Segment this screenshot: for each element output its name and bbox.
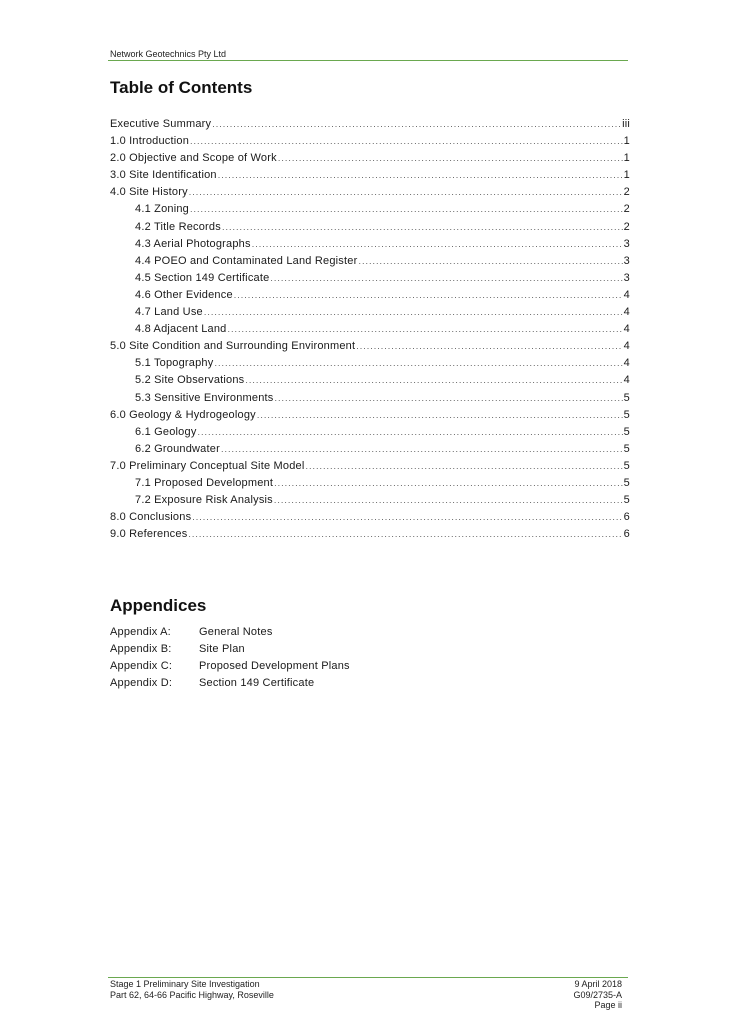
toc-entry-page: 4 [623, 357, 630, 370]
toc-leader-dots [214, 358, 622, 368]
toc-entry-label: 6.1 Geology [135, 425, 197, 438]
toc-entry-page: 1 [623, 135, 630, 148]
toc-leader-dots [306, 461, 623, 471]
toc-subentry [110, 392, 630, 409]
toc-leader-dots [218, 170, 623, 180]
toc-entry-label: 4.6 Other Evidence [135, 288, 233, 301]
toc-leader-dots [190, 136, 623, 146]
appendix-item [110, 677, 350, 694]
toc-entry-page: 2 [623, 203, 630, 216]
toc-entry [110, 152, 630, 169]
toc-entry-label: 8.0 Conclusions [110, 511, 192, 524]
toc-subentry [110, 426, 630, 443]
toc-entry-label: 7.2 Exposure Risk Analysis [135, 494, 273, 507]
toc-entry-label: 5.3 Sensitive Environments [135, 391, 274, 404]
toc-entry-page: 5 [623, 476, 630, 489]
toc-leader-dots [189, 187, 623, 197]
toc-entry-label: 5.2 Site Observations [135, 374, 245, 387]
footer-rule [108, 977, 628, 978]
header-rule [108, 60, 628, 61]
toc-entry-label: Executive Summary [110, 118, 212, 130]
toc-entry [110, 135, 630, 152]
appendices-title: Appendices [110, 596, 207, 615]
toc-leader-dots [190, 204, 623, 214]
toc-entry-label: 6.0 Geology & Hydrogeology [110, 408, 256, 421]
toc-leader-dots [198, 427, 623, 437]
appendix-item [110, 660, 350, 677]
toc-title: Table of Contents [110, 78, 253, 97]
toc-entry-label: 4.1 Zoning [135, 203, 189, 216]
toc-subentry [110, 306, 630, 323]
toc-entry-page: 5 [623, 391, 630, 404]
appendix-label: Appendix D: [110, 677, 173, 690]
toc-leader-dots [252, 239, 623, 249]
footer-left [110, 979, 274, 1000]
toc-subentry [110, 221, 630, 238]
toc-entry-label: 4.0 Site History [110, 186, 188, 199]
toc-leader-dots [222, 222, 623, 232]
footer-report-title: Stage 1 Preliminary Site Investigation [110, 979, 260, 989]
appendix-label: Appendix A: [110, 626, 171, 638]
toc-entry-page: 1 [623, 152, 630, 165]
toc-entry-label: 4.2 Title Records [135, 220, 221, 233]
toc-entry-page: 4 [623, 306, 630, 319]
toc-entry-page: 5 [623, 459, 630, 472]
toc-entry-page: 2 [623, 186, 630, 199]
toc-entry [110, 511, 630, 528]
toc-entry [110, 340, 630, 357]
toc-entry-page: 5 [623, 408, 630, 421]
toc-leader-dots [274, 478, 623, 488]
toc-entry-label: 4.8 Adjacent Land [135, 323, 227, 336]
appendix-name: Site Plan [199, 643, 245, 656]
toc-entry [110, 169, 630, 186]
toc-leader-dots [212, 119, 621, 129]
toc-entry-label: 5.1 Topography [135, 357, 214, 370]
toc-subentry [110, 289, 630, 306]
toc-list [110, 118, 630, 545]
appendix-label: Appendix C: [110, 660, 173, 673]
toc-entry-label: 4.5 Section 149 Certificate [135, 271, 270, 284]
toc-entry-page: 4 [623, 288, 630, 301]
footer-site-address: Part 62, 64-66 Pacific Highway, Roseville [110, 989, 274, 1000]
toc-entry-page: 4 [623, 340, 630, 353]
toc-subentry [110, 238, 630, 255]
toc-subentry [110, 203, 630, 220]
toc-leader-dots [188, 529, 622, 539]
toc-entry-label: 6.2 Groundwater [135, 442, 220, 455]
footer-right [520, 979, 622, 1011]
toc-entry-page: 3 [623, 254, 630, 267]
toc-entry-page: 1 [623, 169, 630, 182]
toc-entry-label: 9.0 References [110, 528, 188, 541]
toc-entry-label: 4.4 POEO and Contaminated Land Register [135, 254, 358, 267]
toc-entry-label: 1.0 Introduction [110, 135, 190, 148]
appendix-name: General Notes [199, 626, 273, 638]
toc-entry-page: 3 [623, 271, 630, 284]
toc-leader-dots [274, 495, 623, 505]
toc-entry-label: 7.0 Preliminary Conceptual Site Model [110, 459, 305, 472]
toc-entry-label: 3.0 Site Identification [110, 169, 217, 182]
toc-leader-dots [204, 307, 623, 317]
toc-subentry [110, 494, 630, 511]
toc-entry-page: 5 [623, 442, 630, 455]
toc-subentry [110, 255, 630, 272]
toc-leader-dots [358, 256, 622, 266]
toc-subentry [110, 443, 630, 460]
header-company-name: Network Geotechnics Pty Ltd [110, 49, 227, 59]
toc-subentry [110, 374, 630, 391]
toc-entry-page: 3 [623, 237, 630, 250]
toc-leader-dots [245, 375, 622, 385]
appendix-item [110, 626, 350, 643]
toc-entry-label: 7.1 Proposed Development [135, 476, 274, 489]
toc-entry-label: 4.7 Land Use [135, 306, 203, 319]
toc-entry-page: 2 [623, 220, 630, 233]
toc-entry [110, 186, 630, 203]
toc-subentry [110, 323, 630, 340]
appendix-name: Proposed Development Plans [199, 660, 350, 673]
toc-subentry [110, 477, 630, 494]
appendix-item [110, 643, 350, 660]
toc-entry-label: 4.3 Aerial Photographs [135, 237, 251, 250]
toc-entry-page: 5 [623, 494, 630, 507]
toc-entry-label: 2.0 Objective and Scope of Work [110, 152, 277, 165]
appendix-name: Section 149 Certificate [199, 677, 315, 690]
toc-leader-dots [234, 290, 623, 300]
toc-subentry [110, 357, 630, 374]
toc-entry [110, 528, 630, 545]
toc-entry [110, 460, 630, 477]
toc-leader-dots [192, 512, 622, 522]
toc-entry-page: 6 [623, 528, 630, 541]
appendix-label: Appendix B: [110, 643, 172, 656]
toc-leader-dots [227, 324, 622, 334]
toc-entry [110, 118, 630, 135]
toc-entry-page: 5 [623, 425, 630, 438]
toc-entry-page: 4 [623, 323, 630, 336]
toc-leader-dots [356, 341, 622, 351]
toc-leader-dots [257, 410, 623, 420]
toc-leader-dots [278, 153, 623, 163]
toc-leader-dots [221, 444, 623, 454]
footer-reference: G09/2735-A [573, 989, 622, 1000]
toc-subentry [110, 272, 630, 289]
toc-entry-page: iii [622, 118, 630, 130]
footer-page-number: Page ii [594, 1000, 622, 1010]
footer-date: 9 April 2018 [574, 979, 622, 989]
toc-leader-dots [275, 393, 623, 403]
toc-leader-dots [270, 273, 622, 283]
toc-entry-page: 6 [623, 511, 630, 524]
appendices-list [110, 626, 350, 694]
toc-entry-label: 5.0 Site Condition and Surrounding Environment [110, 340, 356, 353]
toc-entry-page: 4 [623, 374, 630, 387]
toc-entry [110, 409, 630, 426]
